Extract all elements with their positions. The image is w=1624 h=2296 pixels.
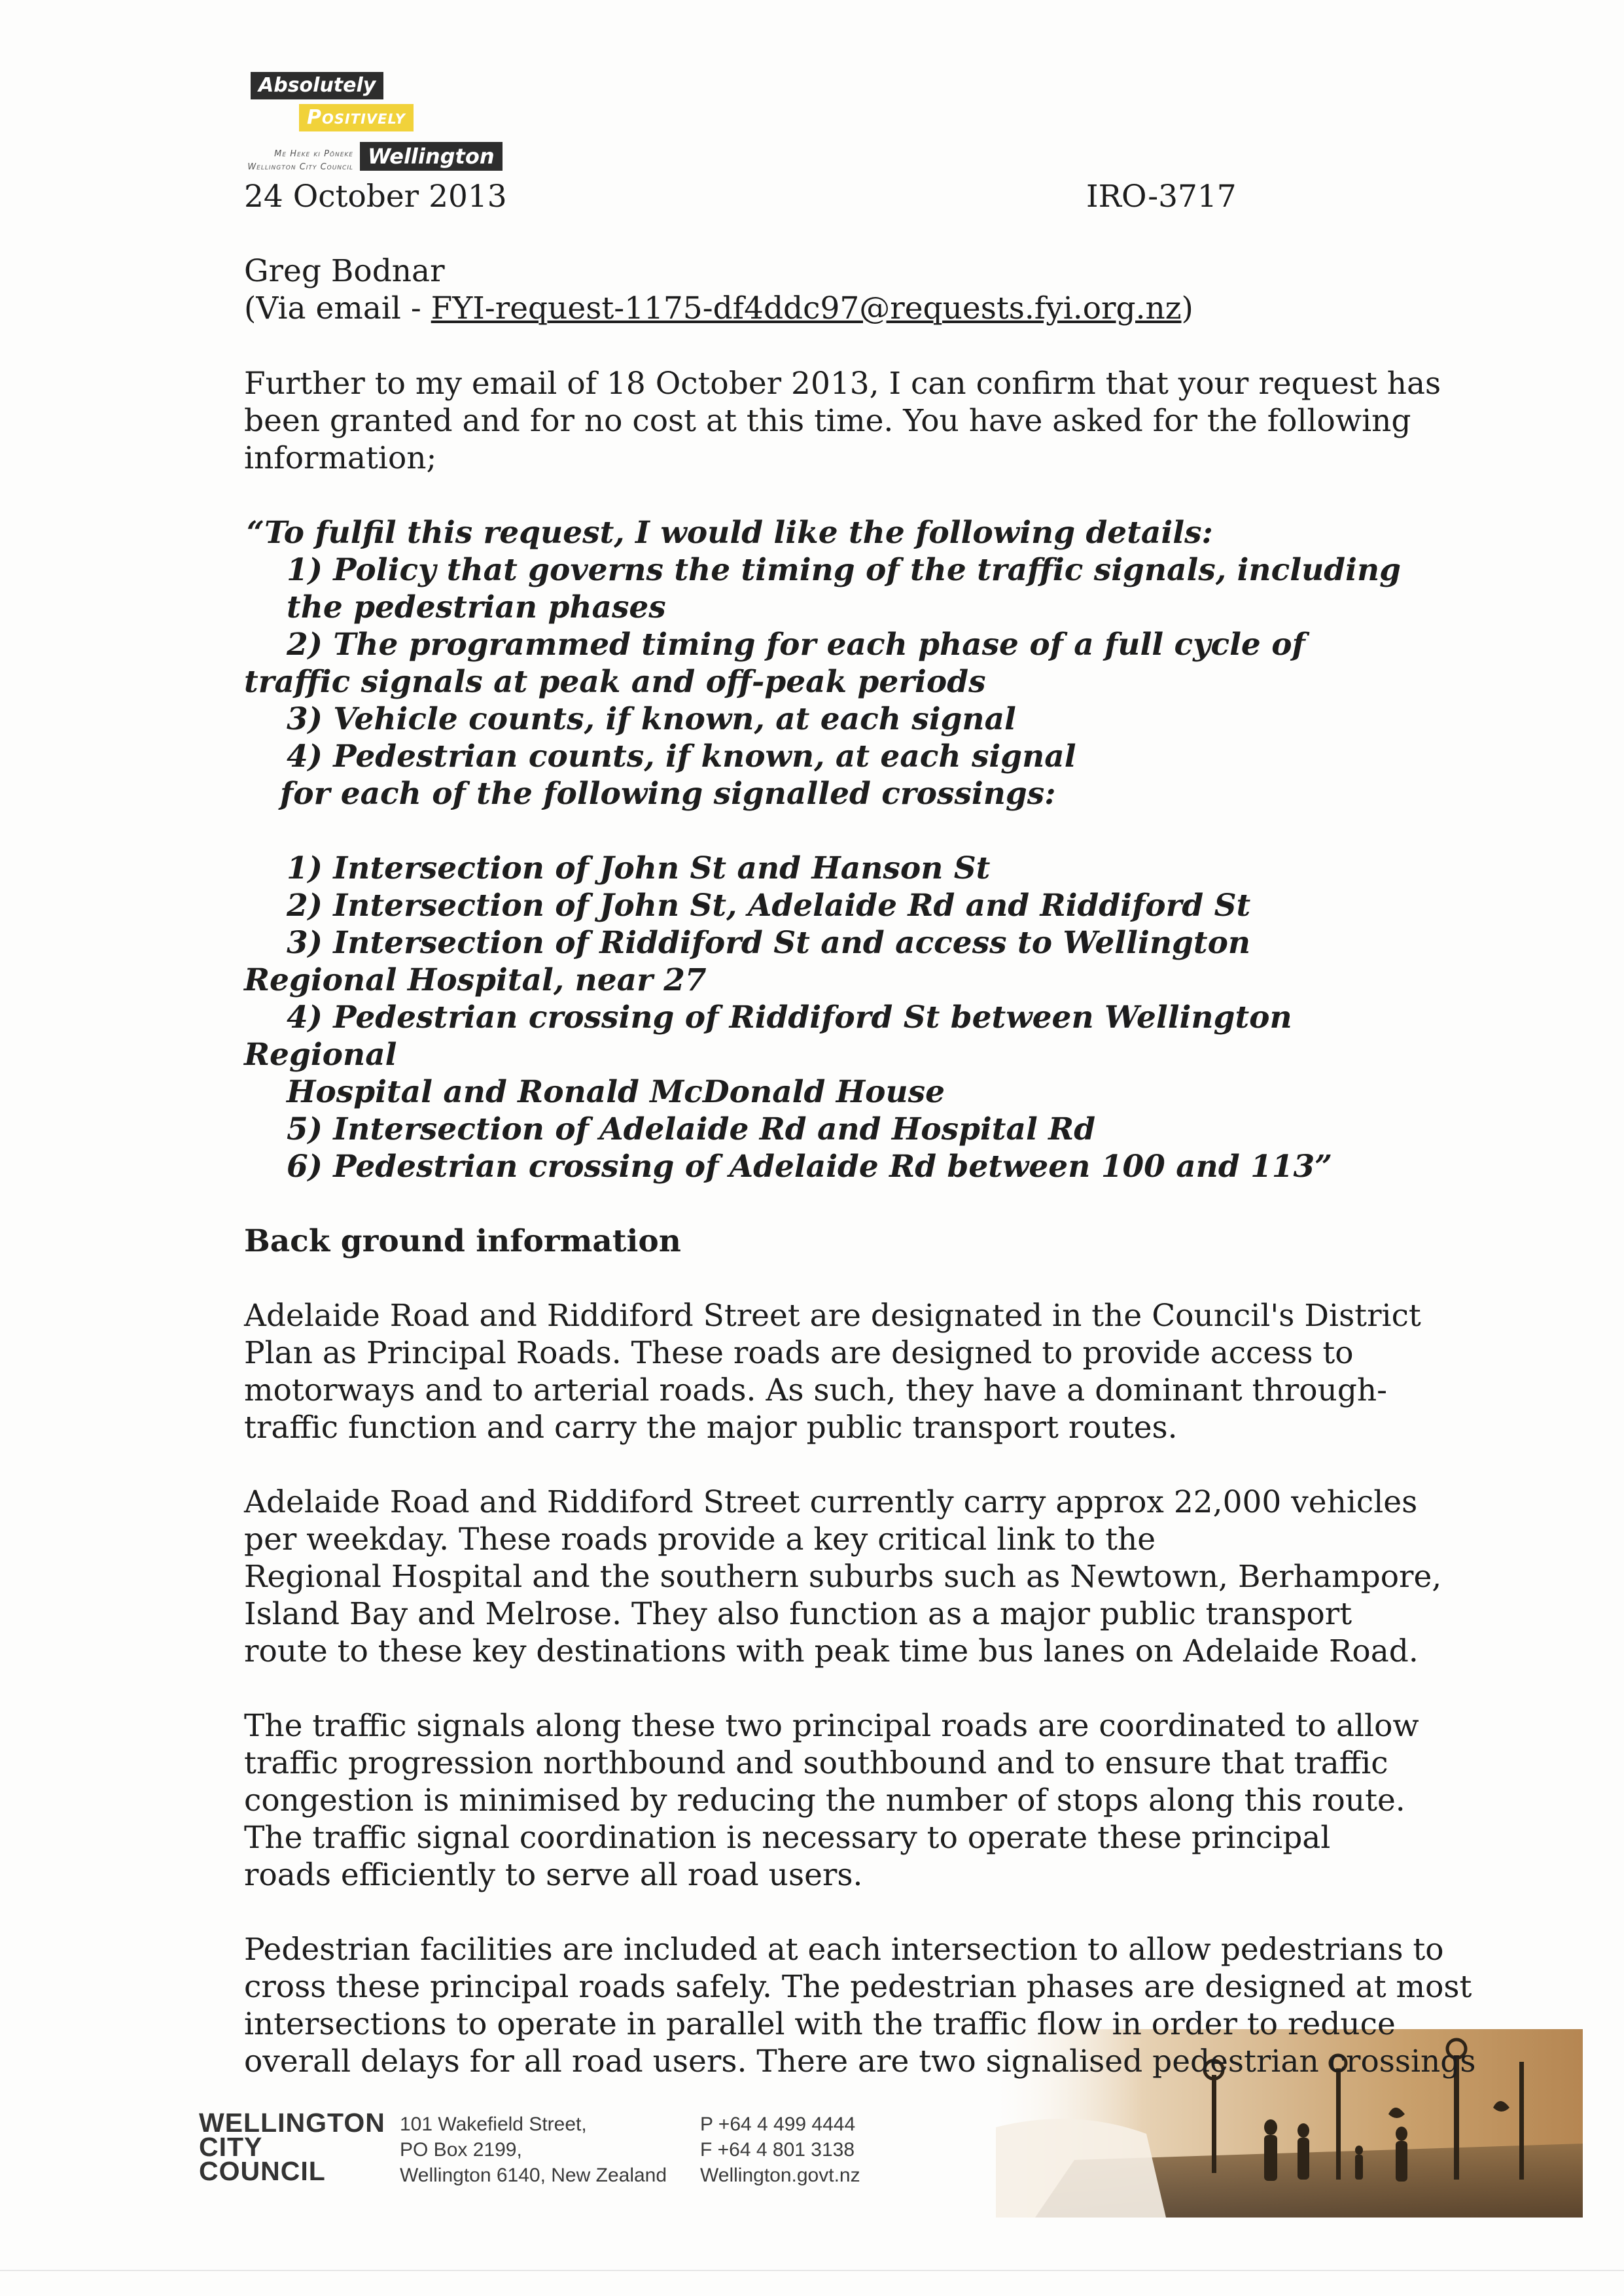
para2-line: Island Bay and Melrose. They also function as a major public transport	[244, 1596, 1352, 1632]
footer-address: 101 Wakefield Street, PO Box 2199, Wellington 6140, New Zealand	[400, 2113, 667, 2186]
recipient-email-link[interactable]: FYI-request-1175-df4ddc97@requests.fyi.org.nz	[431, 290, 1182, 326]
para2-line: Regional Hospital and the southern suburbs such as Newtown, Berhampore,	[244, 1559, 1442, 1595]
intro-line: information;	[244, 440, 437, 476]
request-line: 2) Intersection of John St, Adelaide Rd and Riddiford St	[287, 888, 1251, 924]
letter-date: 24 October 2013	[244, 179, 507, 215]
recipient-email-line: (Via email - FYI-request-1175-df4ddc97@requests.fyi.org.nz)	[244, 290, 1193, 326]
request-line: 2) The programmed timing for each phase of a full cycle of	[287, 627, 1305, 663]
para3-line: congestion is minimised by reducing the number of stops along this route.	[244, 1783, 1405, 1818]
para1-line: Plan as Principal Roads. These roads are designed to provide access to	[244, 1335, 1354, 1371]
para3-line: traffic progression northbound and southbound and to ensure that traffic	[244, 1745, 1388, 1781]
para2-line: per weekday. These roads provide a key critical link to the	[244, 1522, 1156, 1557]
para4-line: intersections to operate in parallel with the traffic flow in order to reduce	[244, 2006, 1396, 2042]
reference-number: IRO-3717	[1086, 179, 1237, 215]
logo-absolutely: Absolutely	[251, 72, 383, 99]
request-line: traffic signals at peak and off-peak periods	[244, 664, 986, 700]
para3-line: roads efficiently to serve all road users.	[244, 1857, 863, 1893]
logo-positively: Positively	[299, 104, 414, 131]
para2-line: Adelaide Road and Riddiford Street currently carry approx 22,000 vehicles	[244, 1484, 1418, 1520]
request-line: 4) Pedestrian crossing of Riddiford St between Wellington	[287, 1000, 1292, 1035]
footer-org-name: WELLINGTON CITY COUNCIL	[199, 2108, 385, 2186]
intro-line: been granted and for no cost at this time. You have asked for the following	[244, 403, 1411, 439]
request-line: 1) Intersection of John St and Hanson St	[287, 850, 991, 886]
para4-line: Pedestrian facilities are included at each intersection to allow pedestrians to	[244, 1932, 1444, 1968]
para3-line: The traffic signals along these two principal roads are coordinated to allow	[244, 1708, 1419, 1744]
request-line: “To fulfil this request, I would like the following details:	[247, 515, 1213, 551]
request-line: 3) Intersection of Riddiford St and access to Wellington	[287, 925, 1251, 961]
recipient-name: Greg Bodnar	[244, 253, 445, 289]
footer-website-link[interactable]: Wellington.govt.nz	[700, 2165, 860, 2186]
para4-line: cross these principal roads safely. The pedestrian phases are designed at most	[244, 1969, 1472, 2005]
request-line: 5) Intersection of Adelaide Rd and Hospital Rd	[287, 1111, 1096, 1147]
logo-maori-name: Me Heke ki Pōneke	[274, 149, 353, 159]
request-line: Hospital and Ronald McDonald House	[287, 1074, 945, 1110]
request-line: 4) Pedestrian counts, if known, at each signal	[287, 739, 1076, 774]
logo-wellington: Wellington	[360, 142, 503, 171]
request-line: the pedestrian phases	[287, 589, 666, 625]
para1-line: traffic function and carry the major public transport routes.	[244, 1410, 1178, 1446]
para2-line: route to these key destinations with peak time bus lanes on Adelaide Road.	[244, 1633, 1419, 1669]
para1-line: motorways and to arterial roads. As such, they have a dominant through-	[244, 1372, 1388, 1408]
footer-contact	[700, 2112, 860, 2188]
bottom-divider	[0, 2270, 1624, 2271]
para3-line: The traffic signal coordination is necessary to operate these principal	[244, 1820, 1331, 1856]
request-line: 1) Policy that governs the timing of the traffic signals, including	[287, 552, 1401, 588]
request-line: for each of the following signalled crossings:	[280, 776, 1056, 812]
footer-fax: F +64 4 801 3138	[700, 2139, 855, 2161]
request-line: Regional Hospital, near 27	[244, 962, 707, 998]
para4-line: overall delays for all road users. There are two signalised pedestrian crossings	[244, 2044, 1476, 2079]
wcc-logo	[157, 72, 510, 183]
footer-phone: P +64 4 499 4444	[700, 2113, 856, 2135]
request-line: 6) Pedestrian crossing of Adelaide Rd between 100 and 113”	[287, 1149, 1333, 1185]
para1-line: Adelaide Road and Riddiford Street are designated in the Council's District	[244, 1298, 1421, 1334]
intro-line: Further to my email of 18 October 2013, I can confirm that your request has	[244, 366, 1441, 402]
request-line: Regional	[244, 1037, 397, 1073]
logo-council-name: Wellington City Council	[247, 162, 353, 172]
section-heading: Back ground information	[244, 1223, 681, 1259]
request-line: 3) Vehicle counts, if known, at each signal	[287, 701, 1016, 737]
